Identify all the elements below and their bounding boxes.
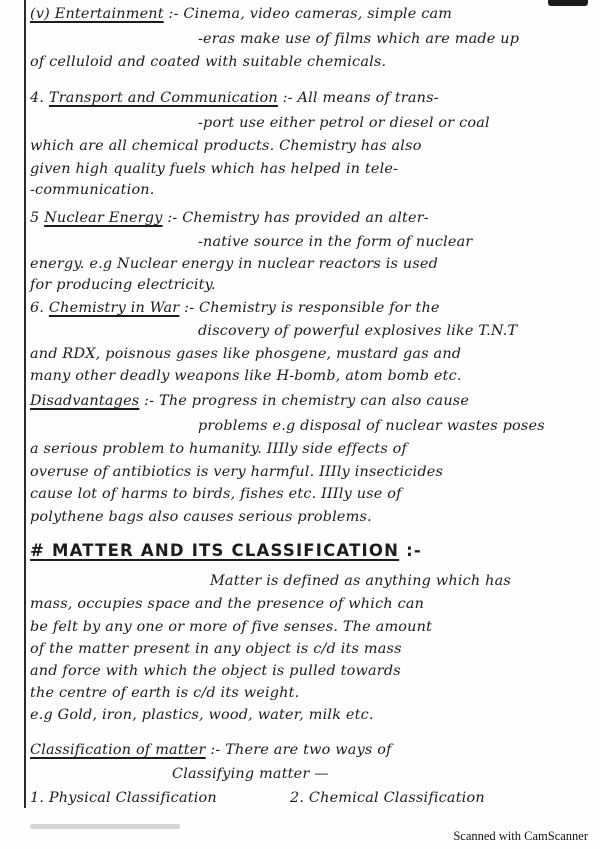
transport-text-1: :- All means of trans- [282, 90, 439, 106]
nuclear-text-1: :- Chemistry has provided an alter- [167, 210, 429, 226]
matter-heading: # MATTER AND ITS CLASSIFICATION [30, 541, 400, 560]
matter-text-2: mass, occupies space and the presence of which can [30, 596, 425, 612]
transport-text-2: -port use either petrol or diesel or coal [198, 115, 490, 131]
classification-item-chemical: 2. Chemical Classification [290, 790, 485, 806]
matter-text-3: be felt by any one or more of five senses. The amount [30, 619, 433, 635]
entertainment-text-1: Cinema, video cameras, simple cam [183, 6, 453, 22]
transport-heading: Transport and Communication [48, 90, 278, 106]
matter-text-4: of the matter present in any object is c/d its mass [30, 641, 402, 657]
margin-line [24, 0, 26, 808]
war-text-2: discovery of powerful explosives like T.N.T [198, 323, 518, 339]
entertainment-heading: (v) Entertainment [30, 6, 164, 22]
transport-number: 4. [30, 90, 45, 106]
disadvantages-heading: Disadvantages [30, 393, 140, 409]
matter-examples: e.g Gold, iron, plastics, wood, water, milk etc. [30, 707, 374, 723]
disadvantages-text-5: cause lot of harms to birds, fishes etc. IIIly use of [30, 486, 402, 502]
transport-text-5: -communication. [30, 182, 155, 198]
classification-line-1 [30, 742, 392, 758]
matter-text-5: and force with which the object is pulled towards [30, 663, 401, 679]
disadvantages-text-2: problems e.g disposal of nuclear wastes poses [198, 418, 545, 434]
transport-text-4: given high quality fuels which has helped in tele- [30, 161, 399, 177]
scan-smudge [30, 824, 180, 829]
entertainment-text-3: of celluloid and coated with suitable chemicals. [30, 54, 387, 70]
disadvantages-text-3: a serious problem to humanity. IIIly side effects of [30, 441, 408, 457]
war-heading: Chemistry in War [48, 300, 180, 316]
disadvantages-text-6: polythene bags also causes serious problems. [30, 509, 372, 525]
classification-text-1: :- There are two ways of [210, 742, 392, 758]
war-text-4: many other deadly weapons like H-bomb, atom bomb etc. [30, 368, 462, 384]
war-text-1: :- Chemistry is responsible for the [184, 300, 440, 316]
disadvantages-text-1: :- The progress in chemistry can also cause [144, 393, 470, 409]
nuclear-text-4: for producing electricity. [30, 277, 216, 293]
classification-item-physical: 1. Physical Classification [30, 790, 217, 806]
nuclear-text-3: energy. e.g Nuclear energy in nuclear reactors is used [30, 256, 439, 272]
entertainment-text-2: -eras make use of films which are made up [198, 31, 520, 47]
war-text-3: and RDX, poisnous gases like phosgene, mustard gas and [30, 346, 462, 362]
transport-text-3: which are all chemical products. Chemistry has also [30, 138, 422, 154]
matter-text-6: the centre of earth is c/d its weight. [30, 685, 300, 701]
nuclear-number: 5 [30, 210, 40, 226]
entertainment-line-1 [30, 6, 452, 22]
war-line-1 [30, 300, 440, 316]
matter-title-line [30, 541, 422, 560]
page-tab-mark [548, 0, 588, 6]
transport-line-1 [30, 90, 439, 106]
classification-heading: Classification of matter [30, 742, 206, 758]
disadvantages-text-4: overuse of antibiotics is very harmful. IIIly insecticides [30, 464, 444, 480]
matter-text-1: Matter is defined as anything which has [210, 573, 511, 589]
entertainment-sep: :- [168, 6, 179, 22]
disadvantages-line-1 [30, 393, 469, 409]
classification-text-2: Classifying matter — [172, 766, 329, 782]
scanner-watermark: Scanned with CamScanner [453, 829, 588, 843]
nuclear-heading: Nuclear Energy [44, 210, 163, 226]
nuclear-text-2: -native source in the form of nuclear [198, 234, 473, 250]
war-number: 6. [30, 300, 45, 316]
matter-sep: :- [406, 541, 422, 560]
nuclear-line-1 [30, 210, 429, 226]
